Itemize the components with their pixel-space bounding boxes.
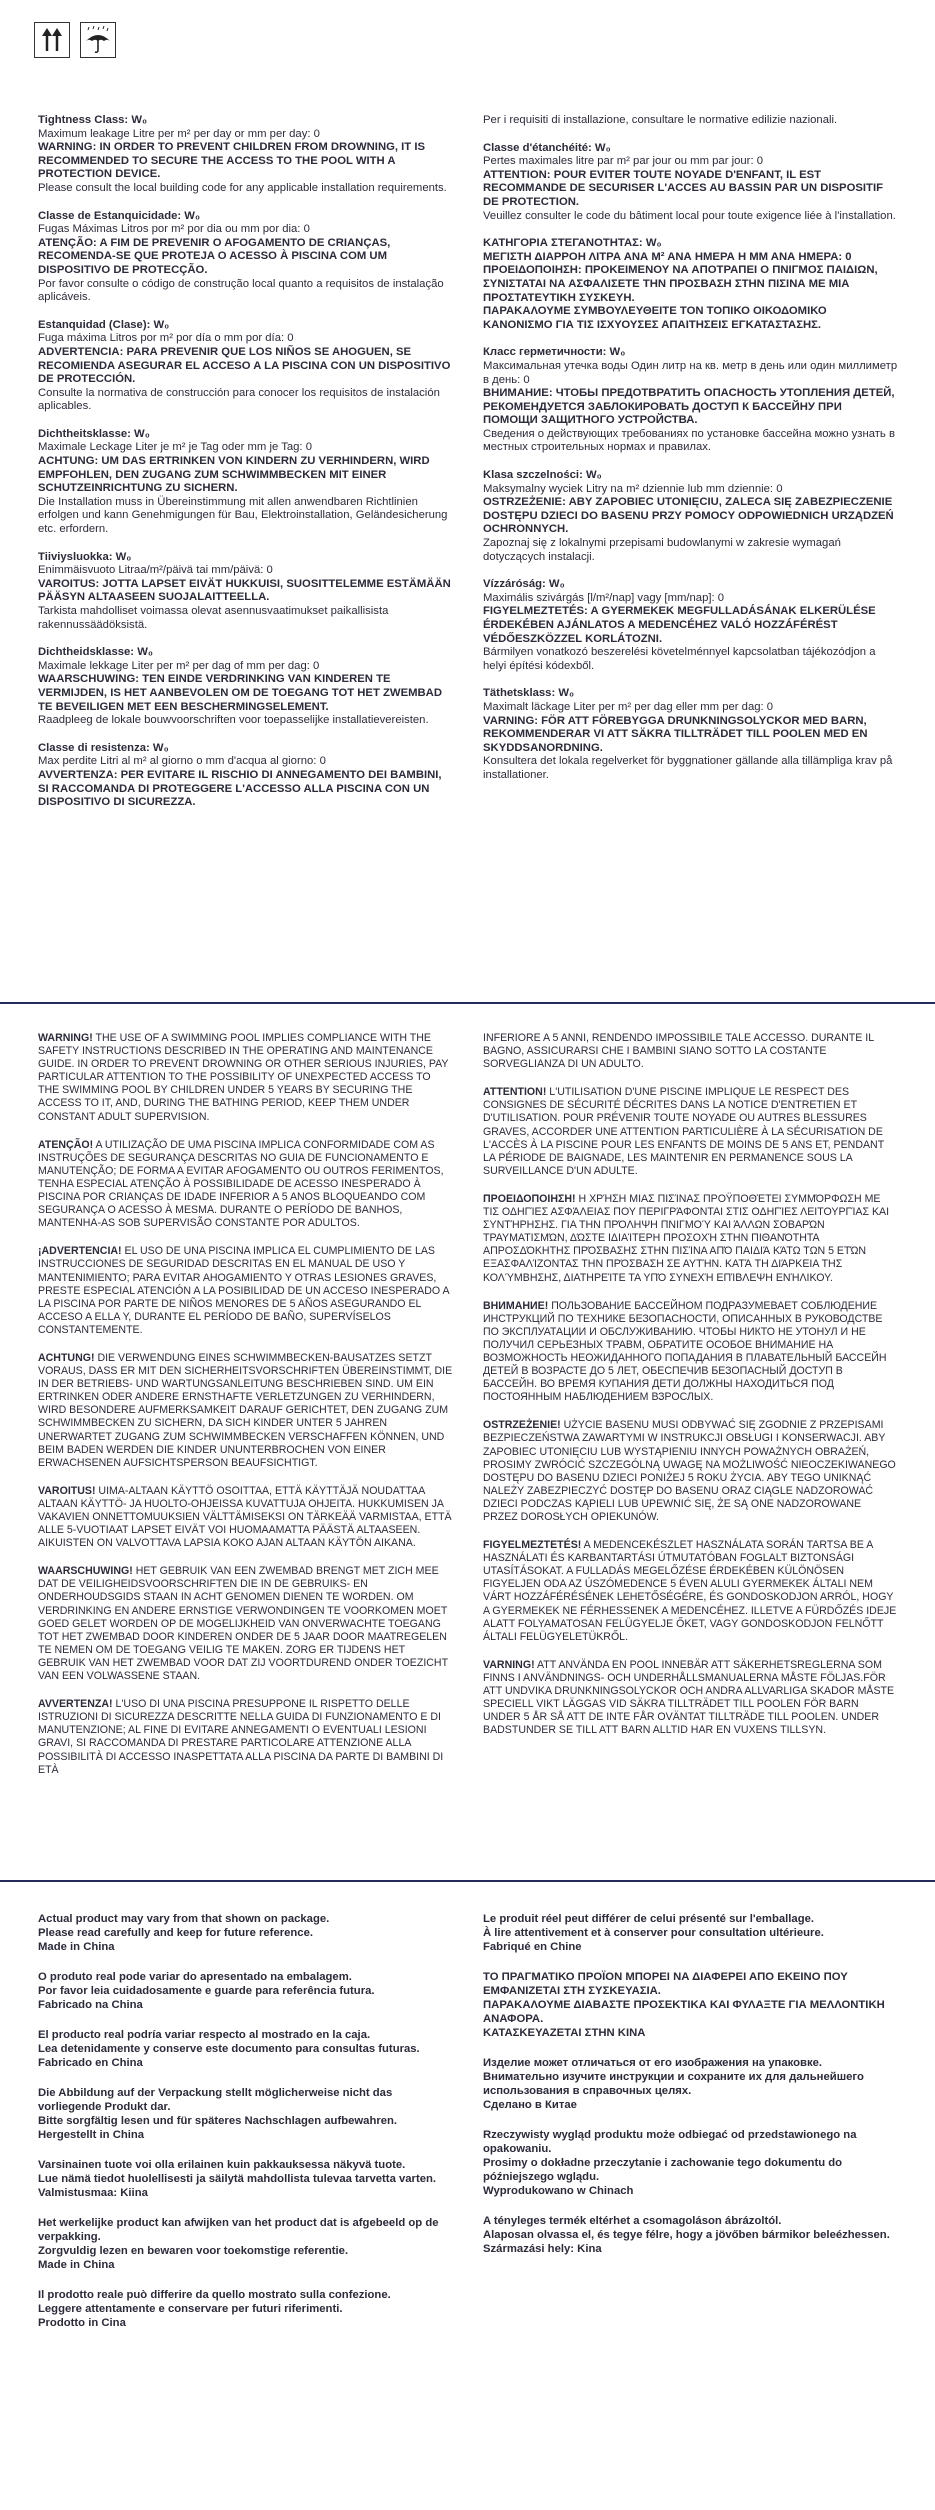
install-block-line: ΜΕΓΙΣΤΗ ΔΙΑΡΡΟΗ ΛΙΤΡΑ ΑΝΑ Μ² ΑΝΑ ΗΜΕΡΑ Η ΜΜ ΑΝΑ ΗΜΕΡΑ: 0	[483, 250, 852, 263]
notice-block	[38, 2216, 453, 2272]
install-block-line: Maximale Leckage Liter je m² je Tag oder mm je Tag: 0	[38, 441, 312, 454]
warning-label: OSTRZEŻENIE!	[483, 1419, 561, 1432]
warnings-column-left	[38, 1032, 453, 1792]
made-in-label: Prodotto in Cina	[38, 2317, 126, 2329]
notice-line: Rzeczywisty wygląd produktu może odbiegać od przedstawionego na opakowaniu.	[483, 2129, 857, 2155]
install-block-line: WARNING: IN ORDER TO PREVENT CHILDREN FROM DROWNING, IT IS RECOMMENDED TO SECURE THE ACCESS TO THE POOL WITH A PROTECTION DEVICE.	[38, 141, 426, 181]
section-divider	[0, 1002, 935, 1004]
warning-paragraph	[483, 1032, 898, 1071]
install-block-line: Por favor consulte o código de construção local quanto a requisitos de instalação aplicáveis.	[38, 277, 444, 304]
install-block-line: Die Installation muss in Übereinstimmung mit allen anwendbaren Richtlinien erfolgen und kann Genehmigungen für Bau, Elektroinstallation, Geländesicherung etc. erfordern.	[38, 495, 448, 536]
warning-paragraph	[483, 1300, 898, 1405]
install-block-line: VAROITUS: JOTTA LAPSET EIVÄT HUKKUISI, SUOSITTELEMME ESTÄMÄÄN PÄÄSYN ALTAASEEN SUOJALAITTEELLA.	[38, 577, 451, 604]
made-in-label: Fabricado en China	[38, 2057, 143, 2069]
install-block-line: Сведения о действующих требованиях по установке бассейна можно узнать в местных строительных нормах и правилах.	[483, 427, 895, 454]
warning-text: UIMA-ALTAAN KÄYTTÖ OSOITTAA, ETTÄ KÄYTTÄJÄ NOUDATTAA ALTAAN KÄYTTÖ- JA HUOLTO-OHJEISSA KUVATTUJA OHJEITA. HUKKUMISEN JA VAKAVIEN ONNETTOMUUKSIEN VÄLTTÄMISEKSI ON TÄRKEÄÄ VARMISTAA, ETTÄ ALLE 5-VUOTIAAT LAPSET EIVÄT VOI HUOMAAMATTA PÄÄSTÄ ALTAASEEN. AIKUISTEN ON VALVOTTAVA LAPSIA KOKO AJAN ALTAAN KÄYTÖN AIKANA.	[38, 1484, 452, 1550]
install-block	[483, 578, 898, 673]
install-block-title: Vízzáróság: W₀	[483, 578, 565, 591]
warning-label: VARNING!	[483, 1658, 535, 1671]
notice-line: A tényleges termék eltérhet a csomagoláson ábrázoltól.	[483, 2215, 782, 2227]
notice-line: Varsinainen tuote voi olla erilainen kuin pakkauksessa näkyvä tuote.	[38, 2159, 406, 2171]
safety-warnings-section	[38, 1032, 898, 1792]
made-in-label: Wyprodukowano w Chinach	[483, 2185, 634, 2197]
installation-column-left	[38, 114, 453, 824]
notice-line: Изделие может отличаться от его изображения на упаковке.	[483, 2057, 823, 2069]
install-block-title: Tiiviysluokka: W₀	[38, 550, 132, 563]
install-block-line: AVVERTENZA: PER EVITARE IL RISCHIO DI ANNEGAMENTO DEI BAMBINI, SI RACCOMANDA DI PROTEGGERE L'ACCESSO ALLA PISCINA CON UN DISPOSITIVO DI SICUREZZA.	[38, 768, 442, 809]
install-block-title: Класс герметичности: W₀	[483, 346, 626, 359]
notice-line: El producto real podría variar respecto al mostrado en la caja.	[38, 2029, 371, 2041]
notice-block	[38, 2158, 453, 2200]
warning-paragraph	[38, 1139, 453, 1231]
install-block	[483, 114, 898, 128]
install-block-line: WAARSCHUWING: TEN EINDE VERDRINKING VAN KINDEREN TE VERMIJDEN, IS HET AANBEVOLEN OM DE TOEGANG TOT HET ZWEMBAD TE BEVEILIGEN MET EEN BESCHERMINGSELEMENT.	[38, 673, 442, 713]
notice-line: Prosimy o dokładne przeczytanie i zachowanie tego dokumentu do późniejszego wglądu.	[483, 2157, 843, 2183]
warning-label: ВНИМАНИЕ!	[483, 1299, 549, 1312]
install-block-line: Fugas Máximas Litros por m² por dia ou mm por dia: 0	[38, 223, 310, 236]
notice-column-left	[38, 1912, 453, 2346]
install-block-title: Dichtheidsklasse: W₀	[38, 646, 153, 659]
made-in-label: Hergestellt in China	[38, 2129, 145, 2141]
install-block	[38, 319, 453, 414]
warning-label: ¡ADVERTENCIA!	[38, 1245, 122, 1258]
install-block-line: ACHTUNG: UM DAS ERTRINKEN VON KINDERN ZU VERHINDERN, WIRD EMPFOHLEN, DEN ZUGANG ZUM SCHWIMMBECKEN MIT EINER SCHUTZEINRICHTUNG ZU SICHERN.	[38, 455, 430, 495]
made-in-label: Származási hely: Kina	[483, 2243, 602, 2255]
notice-block	[38, 1970, 453, 2012]
install-block-line: VARNING: FÖR ATT FÖREBYGGA DRUNKNINGSOLYCKOR MED BARN, REKOMMENDERAR VI ATT SÄKRA TILLTRÄDET TILL POOLEN MED EN SKYDDSANORDNING.	[483, 714, 868, 754]
warning-label: AVVERTENZA!	[38, 1698, 113, 1711]
install-block-title: Täthetsklass: W₀	[483, 687, 575, 700]
notice-block	[483, 2056, 898, 2112]
install-block-title: Dichtheitsklasse: W₀	[38, 427, 150, 440]
warning-label: ATENÇÃO!	[38, 1138, 94, 1151]
install-block-line: Maximum leakage Litre per m² per day or mm per day: 0	[38, 127, 320, 140]
notice-line: Het werkelijke product kan afwijken van het product dat is afgebeeld op de verpakking.	[38, 2217, 439, 2243]
warning-paragraph	[483, 1659, 898, 1738]
warning-paragraph	[38, 1565, 453, 1683]
warning-text: EL USO DE UNA PISCINA IMPLICA EL CUMPLIMIENTO DE LAS INSTRUCCIONES DE SEGURIDAD DESCRITAS EN EL MANUAL DE USO Y MANTENIMIENTO; PARA EVITAR AHOGAMIENTO Y OTRAS LESIONES GRAVES, PRESTE ESPECIAL ATENCIÓN A LA POSIBILIDAD DE UN ACCESO INESPERADO A LA PISCINA POR PARTE DE NIÑOS MENORES DE 5 AÑOS ASEGURANDO EL ACCESO A ELLA Y, DURANTE EL PERÍODO DE BAÑO, SUPERVÍSELOS CONSTANTEMENTE.	[38, 1245, 449, 1336]
install-block-line: FIGYELMEZTETÉS: A GYERMEKEK MEGFULLADÁSÁNAK ELKERÜLÉSE ÉRDEKÉBEN AJÁNLATOS A MEDENCÉHEZ VALÓ HOZZÁFÉRÉST VÉDŐESZKÖZZEL KORLÁTOZNI.	[483, 605, 876, 645]
product-notice-section	[38, 1912, 898, 2346]
warning-text: A UTILIZAÇÃO DE UMA PISCINA IMPLICA CONFORMIDADE COM AS INSTRUÇÕES DE SEGURANÇA DESCRITAS NO GUIA DE FUNCIONAMENTO E MANUTENÇÃO; DE FORMA A EVITAR AFOGAMENTO OU OUTROS FERIMENTOS, TENHA ESPECIAL ATENÇÃO À POSSIBILIDADE DE ACESSO INESPERADO À PISCINA POR CRIANÇAS DE IDADE INFERIOR A 5 ANOS BLOQUEANDO COM SEGURANÇA O ACESSO À MESMA. DURANTE O PERÍODO DE BANHOS, MANTENHA-AS SOB SUPERVISÃO CONSTANTE POR ADULTOS.	[38, 1138, 444, 1230]
made-in-label: Valmistusmaa: Kiina	[38, 2187, 148, 2199]
notice-line: Il prodotto reale può differire da quello mostrato sulla confezione.	[38, 2289, 391, 2301]
install-block-line: Bármilyen vonatkozó beszerelési követelménnyel kapcsolatban tájékozódjon a helyi építési kódexből.	[483, 646, 876, 672]
warning-paragraph	[483, 1193, 898, 1285]
warning-text: DIE VERWENDUNG EINES SCHWIMMBECKEN-BAUSATZES SETZT VORAUS, DASS ER MIT DEN SICHERHEITSVORSCHRIFTEN ÜBEREINSTIMMT, DIE IN DER BETRIEBS- UND WARTUNGSANLEITUNG BESCHRIEBEN SIND. UM EIN ERTRINKEN ODER ANDERE ERNSTHAFTE VERLETZUNGEN ZU VERHINDERN, WIRD BESONDERE AUFMERKSAMKEIT DARAUF GERICHTET, DEN ZUGANG ZUM SCHWIMMBECKEN ZU SICHERN, DA SICH KINDER UNTER 5 JAHREN UNERWARTET ZUGANG ZUM SCHWIMMBECKEN VERSCHAFFEN KÖNNEN, UND BEIM BADEN WERDEN DIE KINDER UNUNTERBROCHEN VON EINER ERWACHSENEN AUFSICHTSPERSON BEAUFSICHTIGT.	[38, 1351, 453, 1469]
warning-label: ACHTUNG!	[38, 1351, 95, 1364]
install-block-title: Classe d'étanchéité: W₀	[483, 141, 611, 154]
install-block-line: Tarkista mahdolliset voimassa olevat asennusvaatimukset paikallisista rakennussäädöksistä.	[38, 605, 389, 631]
made-in-label: ΚΑΤΑΣΚΕΥΑΖΕΤΑΙ ΣΤΗΝ ΚΙΝΑ	[483, 2027, 646, 2039]
notice-block	[483, 2128, 898, 2198]
warning-text: L'UTILISATION D'UNE PISCINE IMPLIQUE LE RESPECT DES CONSIGNES DE SÉCURITÉ DÉCRITES DANS LA NOTICE D'ENTRETIEN ET D'UTILISATION. POUR PRÉVENIR TOUTE NOYADE OU AUTRES BLESSURES GRAVES, ACCORDER UNE ATTENTION PARTICULIÈRE À LA SÉCURISATION DE L'ACCÈS À LA PISCINE POUR LES ENFANTS DE MOINS DE 5 ANS ET, PENDANT LA PÉRIODE DE BAIGNADE, LES MAINTENIR EN PERMANENCE SOUS LA SURVEILLANCE D'UN ADULTE.	[483, 1086, 884, 1177]
warning-label: ATTENTION!	[483, 1086, 547, 1099]
warning-text: INFERIORE A 5 ANNI, RENDENDO IMPOSSIBILE TALE ACCESSO. DURANTE IL BAGNO, ASSICURARSI CHE I BAMBINI SIANO SOTTO LA COSTANTE SORVEGLIANZA DI UN ADULTO.	[483, 1032, 874, 1071]
warning-text: UŻYCIE BASENU MUSI ODBYWAĆ SIĘ ZGODNIE Z PRZEPISAMI BEZPIECZEŃSTWA ZAWARTYMI W INSTRUKCJI OBSŁUGI I KONSERWACJI. ABY ZAPOBIEC UTONIĘCIU LUB WYSTĄPIENIU INNYCH POWAŻNYCH OBRAŻEŃ, PROSIMY ZWRÓCIĆ SZCZEGÓLNĄ UWAGĘ NA MOŻLIWOŚĆ NIEOCZEKIWANEGO DOSTĘPU DO BASENU DZIECI PONIŻEJ 5 ROKU ŻYCIA. ABY TEGO UNIKNĄĆ NALEŻY ZABEZPIECZYĆ DOSTĘP DO BASENU ORAZ CIĄGLE NADZOROWAĆ DZIECI PODCZAS KĄPIELI LUB UPEWNIĆ SIĘ, ŻE SĄ ONE NADZOROWANE PRZEZ DOROSŁYCH OPIEKUNÓW.	[483, 1419, 896, 1523]
notice-block	[38, 2086, 453, 2142]
notice-line: À lire attentivement et à conserver pour consultation ultérieure.	[483, 1927, 824, 1939]
made-in-label: Fabriqué en Chine	[483, 1941, 582, 1953]
install-block-title: Tightness Class: W₀	[38, 114, 148, 126]
notice-line: ΤΟ ΠΡΑΓΜΑΤΙΚΟ ΠΡΟΪΟΝ ΜΠΟΡΕΙ ΝΑ ΔΙΑΦΕΡΕΙ ΑΠΟ ΕΚΕΙΝΟ ΠΟΥ ΕΜΦΑΝΙΖΕΤΑΙ ΣΤΗ ΣΥΣΚΕΥΑΣΙΑ.	[483, 1971, 848, 1997]
section-divider	[0, 1880, 935, 1882]
install-block	[483, 687, 898, 782]
install-block-line: ADVERTENCIA: PARA PREVENIR QUE LOS NIÑOS SE AHOGUEN, SE RECOMIENDA ASEGURAR EL ACCESO A LA PISCINA CON UN DISPOSITIVO DE PROTECCIÓN.	[38, 345, 451, 386]
install-block-line: Please consult the local building code for any applicable installation requirements.	[38, 181, 447, 194]
notice-line: Actual product may vary from that shown on package.	[38, 1913, 330, 1925]
warning-paragraph	[38, 1032, 453, 1124]
warning-label: WARNING!	[38, 1032, 93, 1044]
notice-line: Lue nämä tiedot huolellisesti ja säilytä mahdollista tulevaa tarvetta varten.	[38, 2173, 437, 2185]
made-in-label: Made in China	[38, 2259, 115, 2271]
install-block-line: ВНИМАНИЕ: ЧТОБЫ ПРЕДОТВРАТИТЬ ОПАСНОСТЬ УТОПЛЕНИЯ ДЕТЕЙ, РЕКОМЕНДУЕТСЯ ЗАБЛОКИРОВАТЬ ДОСТУП К БАССЕЙНУ ПРИ ПОМОЩИ ЗАЩИТНОГО УСТРОЙСТВА.	[483, 387, 895, 427]
warning-paragraph	[38, 1698, 453, 1777]
this-way-up-icon	[34, 22, 70, 58]
install-block-line: ATENÇÃO: A FIM DE PREVENIR O AFOGAMENTO DE CRIANÇAS, RECOMENDA-SE QUE PROTEJA O ACESSO À PISCINA COM UM DISPOSITIVO DE PROTECÇÃO.	[38, 236, 391, 276]
install-block-line: Zapoznaj się z lokalnymi przepisami budowlanymi w zakresie wymagań dotyczących instalacji.	[483, 537, 841, 563]
notice-block	[483, 1912, 898, 1954]
warning-paragraph	[483, 1419, 898, 1524]
notice-line: Please read carefully and keep for future reference.	[38, 1927, 314, 1939]
install-block-line: Max perdite Litri al m² al giorno o mm d'acqua al giorno: 0	[38, 755, 326, 768]
warning-label: WAARSCHUWING!	[38, 1565, 133, 1578]
install-block-title: Klasa szczelności: W₀	[483, 469, 602, 482]
warning-label: FIGYELMEZTETÉS!	[483, 1539, 582, 1552]
warning-text: A MEDENCEKÉSZLET HASZNÁLATA SORÁN TARTSA BE A HASZNÁLATI ÉS KARBANTARTÁSI ÚTMUTATÓBAN FOGLALT BIZTONSÁGI UTASÍTÁSOKAT. A FULLADÁS MEGELŐZÉSE ÉRDEKÉBEN KÜLÖNÖSEN FIGYELJEN ODA AZ ÚSZÓMEDENCE 5 ÉVEN ALULI GYERMEKEK ÁLTALI NEM VÁRT HOZZÁFÉRÉSÉNEK LEHETŐSÉGÉRE, ÉS GONDOSKODJON ARRÓL, HOGY A GYERMEKEK NE FÉRHESSENEK A MEDENCÉHEZ. ILLETVE A FÜRDŐZÉS IDEJE ALATT FOLYAMATOSAN FELÜGYELJE ŐKET, VAGY GONDOSKODJON FELNŐTT ÁLTALI FELÜGYELETÜKRŐL.	[483, 1539, 897, 1643]
notice-line: Внимательно изучите инструкции и сохраните их для дальнейшего использования в справочных целях.	[483, 2071, 864, 2097]
made-in-label: Сделано в Китае	[483, 2099, 577, 2111]
install-block-line: Maximale lekkage Liter per m² per dag of mm per dag: 0	[38, 659, 320, 672]
notice-line: O produto real pode variar do apresentado na embalagem.	[38, 1971, 352, 1983]
notice-line: Die Abbildung auf der Verpackung stellt möglicherweise nicht das vorliegende Produkt dar.	[38, 2087, 393, 2113]
install-block-line: Maksymalny wyciek Litry na m² dziennie lub mm dziennie: 0	[483, 482, 783, 495]
install-block	[38, 114, 453, 196]
install-block-line: Veuillez consulter le code du bâtiment local pour toute exigence liée à l'installation.	[483, 209, 896, 222]
installation-section	[38, 114, 898, 824]
install-block-line: Pertes maximales litre par m² par jour ou mm par jour: 0	[483, 155, 764, 168]
install-block-title: Estanquidad (Clase): W₀	[38, 318, 170, 331]
warning-paragraph	[38, 1352, 453, 1470]
install-block-title: Classe di resistenza: W₀	[38, 741, 169, 754]
warning-text: THE USE OF A SWIMMING POOL IMPLIES COMPLIANCE WITH THE SAFETY INSTRUCTIONS DESCRIBED IN THE OPERATING AND MAINTENANCE GUIDE. IN ORDER TO PREVENT DROWNING OR OTHER SERIOUS INJURIES, PAY PARTICULAR ATTENTION TO THE POSSIBILITY OF UNEXPECTED ACCESS TO THE SWIMMING POOL BY CHILDREN UNDER 5 YEARS BY SECURING THE ACCESS TO IT, AND, DURING THE BATHING PERIOD, KEEP THEM UNDER CONSTANT ADULT SUPERVISION.	[38, 1032, 449, 1123]
install-block	[38, 646, 453, 728]
install-block-line: OSTRZEŻENIE: ABY ZAPOBIEC UTONIĘCIU, ZALECA SIĘ ZABEZPIECZENIE DOSTĘPU DZIECI DO BASENU PRZY POMOCY ODPOWIEDNICH URZĄDZEŃ OCHRONNYCH.	[483, 496, 894, 536]
notice-line: Leggere attentamente e conservare per futuri riferimenti.	[38, 2303, 343, 2315]
notice-line: ΠΑΡΑΚΑΛΟΥΜΕ ΔΙΑΒΑΣΤΕ ΠΡΟΣΕΚΤΙΚΑ ΚΑΙ ΦΥΛΑΞΤΕ ΓΙΑ ΜΕΛΛΟΝΤΙΚΗ ΑΝΑΦΟΡΑ.	[483, 1999, 885, 2025]
install-block	[483, 469, 898, 564]
install-block-line: Maximalt läckage Liter per m² per dag eller mm per dag: 0	[483, 700, 774, 713]
install-block-line: Raadpleeg de lokale bouwvoorschriften voor toepasselijke installatievereisten.	[38, 714, 429, 727]
package-symbols	[34, 22, 116, 58]
install-block-line: Per i requisiti di installazione, consultare le normative edilizie nazionali.	[483, 114, 838, 126]
notice-line: Zorgvuldig lezen en bewaren voor toekomstige referentie.	[38, 2245, 349, 2257]
notice-block	[38, 2288, 453, 2330]
warning-text: L'USO DI UNA PISCINA PRESUPPONE IL RISPETTO DELLE ISTRUZIONI DI SICUREZZA DESCRITTE NELLA GUIDA DI FUNZIONAMENTO E DI MANUTENZIONE; AL FINE DI EVITARE ANNEGAMENTI O EVENTUALI LESIONI GRAVI, SI RACCOMANDA DI PRESTARE PARTICOLARE ATTENZIONE ALLA POSSIBILITÀ DI ACCESSO INASPETTATA ALLA PISCINA DA PARTE DI BAMBINI DI ETÀ	[38, 1698, 444, 1776]
install-block-line: Maximális szivárgás [l/m²/nap] vagy [mm/nap]: 0	[483, 591, 725, 604]
install-block-line: ATTENTION: POUR EVITER TOUTE NOYADE D'ENFANT, IL EST RECOMMANDE DE SECURISER L'ACCES AU BASSIN PAR UN DISPOSITIF DE PROTECTION.	[483, 168, 883, 208]
warning-label: ΠΡΟΕΙΔΟΠΟΙΗΣΗ!	[483, 1192, 576, 1205]
install-block	[483, 237, 898, 332]
notice-block	[483, 2214, 898, 2256]
install-block-title: Classe de Estanquicidade: W₀	[38, 209, 201, 222]
install-block-line: Konsultera det lokala regelverket för byggnationer gällande alla tillämpliga krav på installationer.	[483, 755, 893, 781]
warning-paragraph	[483, 1086, 898, 1178]
warning-paragraph	[38, 1245, 453, 1337]
install-block-line: ΠΡΟΕΙΔΟΠΟΙΗΣΗ: ΠΡΟΚΕΙΜΕΝΟΥ ΝΑ ΑΠΟΤΡΑΠΕΙ Ο ΠΝΙΓΜΟΣ ΠΑΙΔΙΩΝ, ΣΥΝΙΣΤΑΤΑΙ ΝΑ ΑΣΦΑΛΙΣΕΤΕ ΤΗΝ ΠΡΟΣΒΑΣΗ ΣΤΗΝ ΠΙΣΙΝΑ ΜΕ ΜΙΑ ΠΡΟΣΤΑΤΕΥΤΙΚΗ ΣΥΣΚΕΥΗ.	[483, 264, 878, 304]
warning-text: HET GEBRUIK VAN EEN ZWEMBAD BRENGT MET ZICH MEE DAT DE VEILIGHEIDSVOORSCHRIFTEN DIE IN DE GEBRUIKS- EN ONDERHOUDSGIDS STAAN IN ACHT GENOMEN DIENEN TE WORDEN. OM VERDRINKING EN ANDERE ERNSTIGE VERWONDINGEN TE VOORKOMEN MOET GOED GELET WORDEN OP DE MOGELIJKHEID VAN ONVERWACHTE TOEGANG TOT HET ZWEMBAD DOOR KINDEREN ONDER DE 5 JAAR DOOR MAATREGELEN TE NEMEN OM DE TOEGANG VEILIG TE MAKEN. ZORG ER TIJDENS HET GEBRUIK VAN HET ZWEMBAD VOOR DAT ZIJ VOORTDUREND ONDER TOEZICHT VAN EEN VOLWASSENE STAAN.	[38, 1565, 448, 1683]
install-block	[38, 428, 453, 537]
notice-block	[38, 1912, 453, 1954]
install-block	[38, 210, 453, 305]
notice-column-right	[483, 1912, 898, 2346]
notice-line: Alaposan olvassa el, és tegye félre, hogy a jövőben bármikor beleézhessen.	[483, 2229, 890, 2241]
install-block	[38, 742, 453, 810]
install-block-line: ΠΑΡΑΚΑΛΟΥΜΕ ΣΥΜΒΟΥΛΕΥΘΕΙΤΕ ΤΟΝ ΤΟΠΙΚΟ ΟΙΚΟΔΟΜΙΚΟ ΚΑΝΟΝΙΣΜΟ ΓΙΑ ΤΙΣ ΙΣΧΥΟΥΣΕΣ ΑΠΑΙΤΗΣΕΙΣ ΕΓΚΑΤΑΣΤΑΣΗΣ.	[483, 305, 827, 331]
warning-label: VAROITUS!	[38, 1484, 96, 1497]
install-block-line: Enimmäisvuoto Litraa/m²/päivä tai mm/päivä: 0	[38, 564, 273, 577]
install-block-line: Consulte la normativa de construcción para conocer los requisitos de instalación aplicables.	[38, 386, 440, 413]
install-block	[483, 346, 898, 455]
made-in-label: Fabricado na China	[38, 1999, 143, 2011]
install-block-line: Fuga máxima Litros por m² por día o mm por día: 0	[38, 332, 294, 345]
warning-text: ATT ANVÄNDA EN POOL INNEBÄR ATT SÄKERHETSREGLERNA SOM FINNS I ANVÄNDNINGS- OCH UNDERHÅLLSMANUALERNA MÅSTE FÖLJAS.FÖR ATT UNDVIKA DRUNKNINGSOLYCKOR OCH ANDRA ALLVARLIGA SKADOR MÅSTE SPECIELL VIKT LÄGGAS VID SÄKRA TILLTRÄDET TILL POOLEN FÖR BARN UNDER 5 ÅR SÅ ATT DE INTE FÅR OVÄNTAT TILLTRÄDE TILL POOLEN. UNDER BADSTUNDER SE TILL ATT BARN ALLTID HAR EN VUXENS TILLSYN.	[483, 1658, 895, 1737]
notice-line: Le produit réel peut différer de celui présenté sur l'emballage.	[483, 1913, 815, 1925]
warnings-column-right	[483, 1032, 898, 1792]
install-block-line: Максимальная утечка воды Один литр на кв. метр в день или один миллиметр в день: 0	[483, 359, 898, 386]
install-block	[38, 551, 453, 633]
notice-line: Por favor leia cuidadosamente e guarde para referência futura.	[38, 1985, 375, 1997]
keep-dry-umbrella-icon	[80, 22, 116, 58]
notice-block	[38, 2028, 453, 2070]
notice-block	[483, 1970, 898, 2040]
warning-text: ПОЛЬЗОВАНИЕ БАССЕЙНОМ ПОДРАЗУМЕВАЕТ СОБЛЮДЕНИЕ ИНСТРУКЦИЙ ПО ТЕХНИКЕ БЕЗОПАСНОСТИ, ОПИСАННЫХ В РУКОВОДСТВЕ ПО ЭКСПЛУАТАЦИИ И ОБСЛУЖИВАНИЮ. ЧТОБЫ НИКТО НЕ УТОНУЛ И НЕ ПОЛУЧИЛ СЕРЬЕЗНЫХ ТРАВМ, ОБРАТИТЕ ОСОБОЕ ВНИМАНИЕ НА ВОЗМОЖНОСТЬ НЕОЖИДАННОГО ПОПАДАНИЯ В ПЛАВАТЕЛЬНЫЙ БАССЕЙН ДЕТЕЙ В ВОЗРАСТЕ ДО 5 ЛЕТ, ОБЕСПЕЧИВ БЕЗОПАСНЫЙ ДОСТУП В БАССЕЙН. ВО ВРЕМЯ КУПАНИЯ ДЕТИ ДОЛЖНЫ НАХОДИТЬСЯ ПОД ПОСТОЯННЫМ НАБЛЮДЕНИЕМ ВЗРОСЛЫХ.	[483, 1299, 887, 1404]
notice-line: Lea detenidamente y conserve este documento para consultas futuras.	[38, 2043, 420, 2055]
installation-column-right	[483, 114, 898, 824]
install-block	[483, 142, 898, 224]
notice-line: Bitte sorgfältig lesen und für späteres Nachschlagen aufbewahren.	[38, 2115, 398, 2127]
install-block-title: ΚΑΤΗΓΟΡΙΑ ΣΤΕΓΑΝΟΤΗΤΑΣ: W₀	[483, 237, 662, 250]
warning-paragraph	[483, 1539, 898, 1644]
warning-text: Η ΧΡΉΣΗ ΜΙΑΣ ΠΙΣΊΝΑΣ ΠΡΟΫΠΟΘΈΤΕΙ ΣΥΜΜΌΡΦΩΣΗ ΜΕ ΤΙΣ ΟΔΗΓΊΕΣ ΑΣΦΆΛΕΙΑΣ ΠΟΥ ΠΕΡΙΓΡΆΦΟΝΤΑΙ ΣΤΙΣ ΟΔΗΓΊΕΣ ΛΕΙΤΟΥΡΓΊΑΣ ΚΑΙ ΣΥΝΤΉΡΗΣΗΣ. ΓΙΑ ΤΗΝ ΠΡΌΛΗΨΗ ΠΝΙΓΜΟΎ ΚΑΙ ΆΛΛΩΝ ΣΟΒΑΡΏΝ ΤΡΑΥΜΑΤΙΣΜΏΝ, ΔΏΣΤΕ ΙΔΙΑΊΤΕΡΗ ΠΡΟΣΟΧΉ ΣΤΗΝ ΠΙΘΑΝΌΤΗΤΑ ΑΠΡΟΣΔΌΚΗΤΗΣ ΠΡΌΣΒΑΣΗΣ ΣΤΗΝ ΠΙΣΊΝΑ ΑΠΌ ΠΑΙΔΙΆ ΚΆΤΩ ΤΩΝ 5 ΕΤΏΝ ΕΞΑΣΦΑΛΊΖΟΝΤΑΣ ΤΗΝ ΠΡΌΣΒΑΣΗ ΣΕ ΑΥΤΉΝ. ΚΑΤΆ ΤΗ ΔΙΆΡΚΕΙΑ ΤΗΣ ΚΟΛΎΜΒΗΣΗΣ, ΔΙΑΤΗΡΕΊΤΕ ΤΑ ΥΠΌ ΣΥΝΕΧΉ ΕΠΊΒΛΕΨΗ ΕΝΉΛΙΚΟΥ.	[483, 1192, 890, 1284]
warning-paragraph	[38, 1485, 453, 1550]
made-in-label: Made in China	[38, 1941, 115, 1953]
